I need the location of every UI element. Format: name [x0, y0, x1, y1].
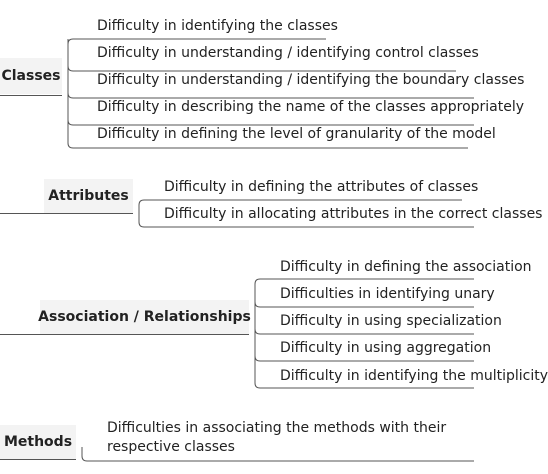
classes-item-5: Difficulty in defining the level of granularity of the model: [97, 126, 496, 142]
attributes-item-1: Difficulty in defining the attributes of classes: [164, 179, 479, 195]
association-item-5: Difficulty in identifying the multiplicity: [280, 368, 548, 384]
association-brace: [255, 284, 260, 388]
classes-node-label: Classes: [1, 68, 61, 84]
classes-item-3: Difficulty in understanding / identifying the boundary classes: [97, 72, 525, 88]
association-item-2: Difficulties in identifying unary: [280, 286, 495, 302]
methods-item-1: Difficulties in associating the methods with their respective classes: [107, 420, 447, 455]
methods-node: [0, 425, 76, 459]
association-node-label: Association / Relationships: [38, 309, 251, 325]
attributes-item-2: Difficulty in allocating attributes in the correct classes: [164, 206, 543, 222]
association-item-3: Difficulty in using specialization: [280, 313, 502, 329]
association-node: [40, 300, 249, 334]
classes-item-4: Difficulty in describing the name of the classes appropriately: [97, 99, 525, 115]
classes-item-2: Difficulty in understanding / identifying control classes: [97, 45, 479, 61]
association-item-4: Difficulty in using aggregation: [280, 340, 492, 356]
classes-node: [0, 58, 62, 94]
attributes-node-label: Attributes: [48, 188, 129, 204]
methods-node-label: Methods: [3, 434, 73, 450]
classes-item-1: Difficulty in identifying the classes: [97, 18, 338, 34]
association-item-1: Difficulty in defining the association: [280, 259, 532, 275]
attributes-node: [44, 179, 133, 213]
classes-brace: [68, 39, 73, 148]
methods-brace: [82, 447, 87, 461]
